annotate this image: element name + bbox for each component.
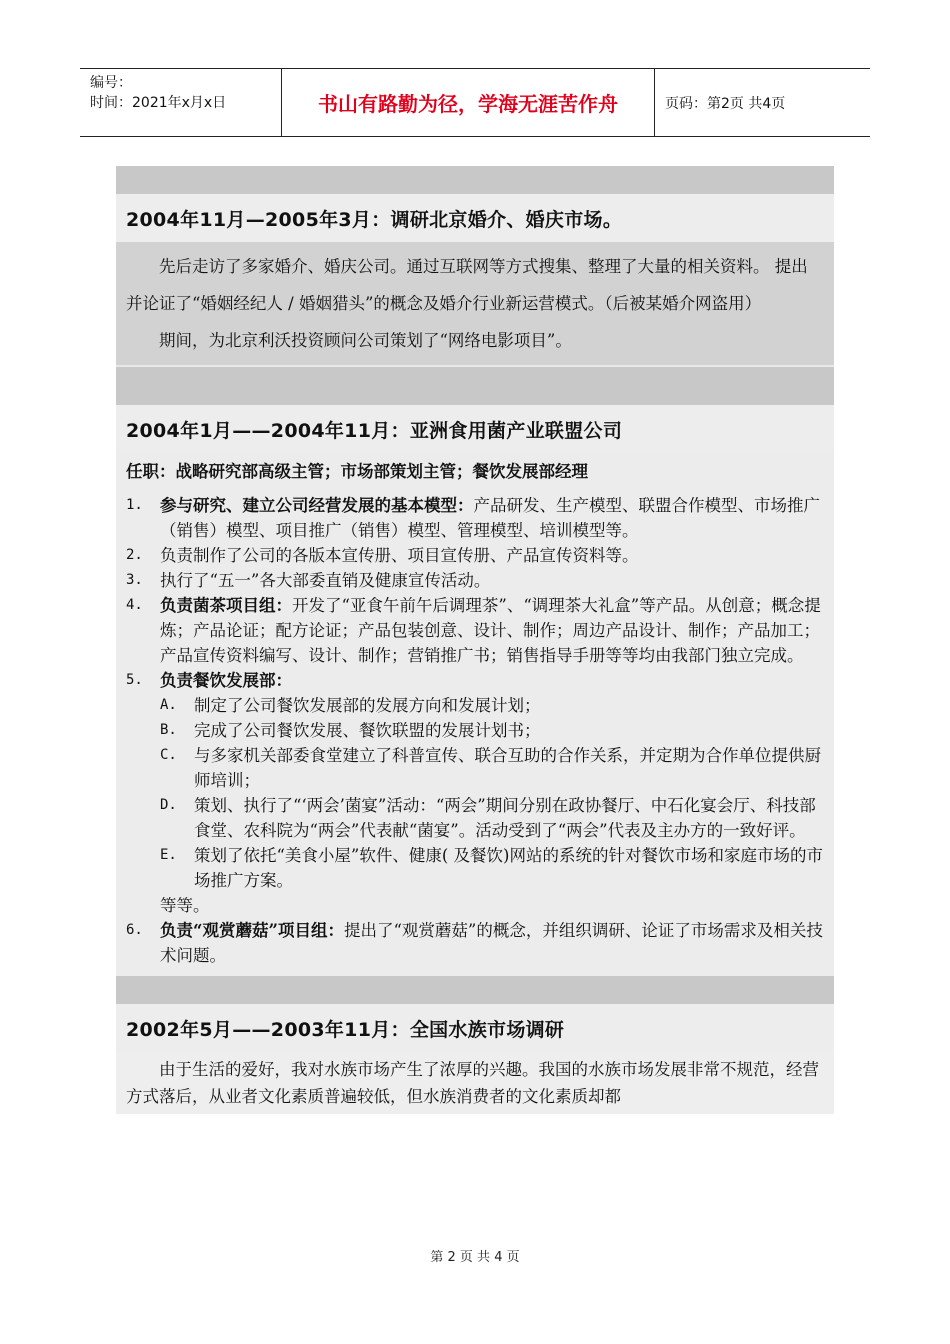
time-label: 时间：2021年x月x日 [90,95,227,111]
list-number: 1. [126,497,143,513]
paragraph-text: 期间，为北京利沃投资顾问公司策划了“网络电影项目”。 [159,331,572,350]
paragraph-text: 先后走访了多家婚介、婚庆公司。通过互联网等方式搜集、整理了大量的相关资料。 提出并论证了“婚姻经纪人 / 婚姻猎头”的概念及婚介行业新运营模式。（后被某婚介网盗用） [126,257,808,313]
spacer-band [116,166,834,194]
sub-text: 策划、执行了“‘两会’菌宴”活动：“两会”期间分别在政协餐厅、中石化宴会厅、科技部食堂、农科院为“两会”代表献“菌宴”。活动受到了“两会”代表及主办方的一致好评。 [194,796,816,840]
section-paragraph [116,1052,834,1114]
list-number: 2. [126,547,143,563]
paragraph-text: 由于生活的爱好，我对水族市场产生了浓厚的兴趣。我国的水族市场发展非常不规范，经营方式落后，从业者文化素质普遍较低，但水族消费者的文化素质却都 [126,1060,819,1106]
sub-letter: C. [160,747,177,763]
sub-list-item [160,693,824,718]
sub-list-item [160,843,824,893]
section-title: 2004年1月——2004年11月：亚洲食用菌产业联盟公司 [116,405,834,453]
duty-list [116,491,834,976]
list-number: 5. [126,672,143,688]
item-text: 执行了“五一”各大部委直销及健康宣传活动。 [160,571,491,590]
sub-text: 策划了依托“美食小屋”软件、健康( 及餐饮)网站的系统的针对餐饮市场和家庭市场的市场推广方案。 [194,846,823,890]
sub-letter: B. [160,722,177,738]
sub-list-item [160,793,824,843]
page-footer: 第 2 页 共 4 页 [430,1250,520,1265]
list-number: 4. [126,597,143,613]
list-number: 6. [126,922,143,938]
item-text: 开发了“亚食午前午后调理茶”、“调理茶大礼盒”等产品。从创意；概念提炼；产品论证；配方论证；产品包装创意、设计、制作；周边产品设计、制作；产品加工；产品宣传资料编写、设计、制作；营销推广书；销售指导手册等等均由我部门独立完成。 [160,596,821,665]
etc-text: 等等。 [160,896,210,915]
item-bold: 参与研究、建立公司经营发展的基本模型： [160,496,474,515]
sub-letter: D. [160,797,177,813]
page-label: 页码：第2页 共4页 [665,95,786,112]
item-text: 产品研发、生产模型、联盟合作模型、市场推广（销售）模型、项目推广（销售）模型、管理模型、培训模型等。 [160,496,820,540]
item-text: 负责制作了公司的各版本宣传册、项目宣传册、产品宣传资料等。 [160,546,639,565]
spacer-band [116,365,834,405]
list-item [126,668,824,693]
sub-text: 完成了公司餐饮发展、餐饮联盟的发展计划书； [194,721,541,740]
spacer-band [116,976,834,1004]
header-table [80,68,870,137]
list-item [126,568,824,593]
item-text: 提出了“观赏蘑菇”的概念，并组织调研、论证了市场需求及相关技术问题。 [160,921,823,965]
section-title: 2002年5月——2003年11月：全国水族市场调研 [116,1004,834,1052]
sub-list-item [160,718,824,743]
list-item [126,593,824,668]
list-item [126,918,824,968]
section-title: 2004年11月—2005年3月：调研北京婚介、婚庆市场。 [116,194,834,242]
sub-letter: E. [160,847,177,863]
list-item [126,493,824,543]
section-paragraph [116,242,834,365]
sub-list-item [160,743,824,793]
header-left-cell [80,69,282,136]
list-number: 3. [126,572,143,588]
code-label: 编号： [90,75,132,91]
role-line: 任职：战略研究部高级主管；市场部策划主管；餐饮发展部经理 [116,453,834,491]
item-bold: 负责“观赏蘑菇”项目组： [160,921,344,940]
document-body [116,166,834,1114]
item-bold: 负责餐饮发展部： [160,671,292,690]
sub-letter: A. [160,697,177,713]
motto: 书山有路勤为径，学海无涯苦作舟 [282,69,655,136]
sub-text: 与多家机关部委食堂建立了科普宣传、联合互助的合作关系，并定期为合作单位提供厨师培训； [194,746,821,790]
list-item [126,543,824,568]
sub-text: 制定了公司餐饮发展部的发展方向和发展计划； [194,696,541,715]
item-bold: 负责菌茶项目组： [160,596,292,615]
